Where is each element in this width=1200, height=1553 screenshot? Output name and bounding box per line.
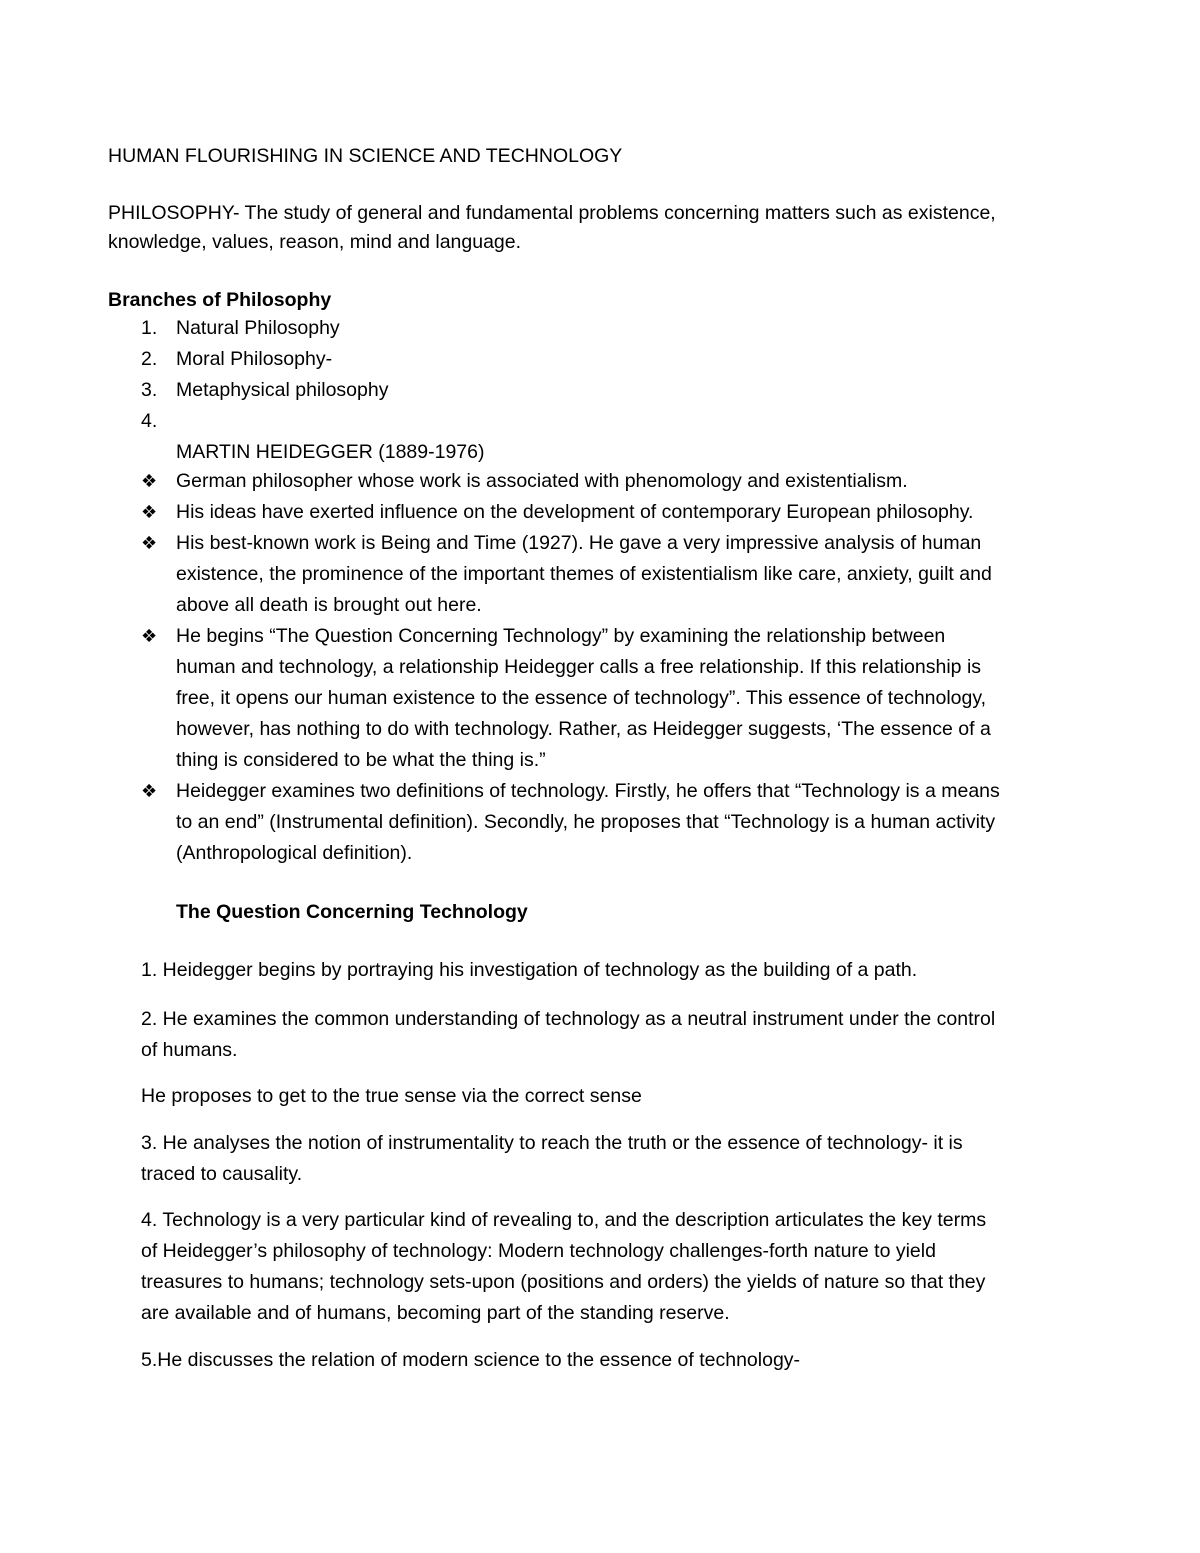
list-item: Natural Philosophy <box>176 317 340 339</box>
bullet-text: however, has nothing to do with technology. Rather, as Heidegger suggests, ‘The essence of a <box>176 718 991 740</box>
list-item-number: 2. <box>141 348 158 370</box>
bullet-text: Heidegger examines two definitions of technology. Firstly, he offers that “Technology is a means <box>176 780 1000 802</box>
philosophy-definition-line: knowledge, values, reason, mind and language. <box>108 231 522 253</box>
bullet-text: His ideas have exerted influence on the development of contemporary European philosophy. <box>176 501 974 523</box>
paragraph-line: He proposes to get to the true sense via the correct sense <box>141 1085 642 1107</box>
document-title: HUMAN FLOURISHING IN SCIENCE AND TECHNOLOGY <box>108 145 623 167</box>
paragraph-line: 1. Heidegger begins by portraying his investigation of technology as the building of a path. <box>141 959 918 981</box>
diamond-bullet-icon: ❖ <box>141 471 158 491</box>
heidegger-name: MARTIN HEIDEGGER (1889-1976) <box>176 441 485 463</box>
paragraph-line: of humans. <box>141 1039 238 1061</box>
diamond-bullet-icon: ❖ <box>141 626 158 646</box>
list-item: Moral Philosophy- <box>176 348 333 370</box>
qct-heading: The Question Concerning Technology <box>176 901 528 923</box>
branches-heading: Branches of Philosophy <box>108 289 332 311</box>
philosophy-definition-line: PHILOSOPHY- The study of general and fundamental problems concerning matters such as existence, <box>108 202 996 224</box>
paragraph-line: of Heidegger’s philosophy of technology: Modern technology challenges-forth nature to yield <box>141 1240 936 1262</box>
diamond-bullet-icon: ❖ <box>141 533 158 553</box>
list-item-number: 1. <box>141 317 158 339</box>
list-item-number: 3. <box>141 379 158 401</box>
paragraph-line: 5.He discusses the relation of modern science to the essence of technology- <box>141 1349 801 1371</box>
bullet-text: His best-known work is Being and Time (1927). He gave a very impressive analysis of human <box>176 532 982 554</box>
bullet-text: existence, the prominence of the important themes of existentialism like care, anxiety, guilt and <box>176 563 992 585</box>
diamond-bullet-icon: ❖ <box>141 502 158 522</box>
bullet-text: German philosopher whose work is associated with phenomology and existentialism. <box>176 470 908 492</box>
bullet-text: thing is considered to be what the thing is.” <box>176 749 546 771</box>
paragraph-line: 3. He analyses the notion of instrumentality to reach the truth or the essence of technology- it is <box>141 1132 963 1154</box>
bullet-text: human and technology, a relationship Heidegger calls a free relationship. If this relationship is <box>176 656 982 678</box>
diamond-bullet-icon: ❖ <box>141 781 158 801</box>
paragraph-line: are available and of humans, becoming part of the standing reserve. <box>141 1302 730 1324</box>
bullet-text: free, it opens our human existence to the essence of technology”. This essence of technology, <box>176 687 987 709</box>
list-item: Metaphysical philosophy <box>176 379 389 401</box>
bullet-text: above all death is brought out here. <box>176 594 482 616</box>
bullet-text: to an end” (Instrumental definition). Secondly, he proposes that “Technology is a human activity <box>176 811 996 833</box>
bullet-text: (Anthropological definition). <box>176 842 413 864</box>
paragraph-line: 2. He examines the common understanding of technology as a neutral instrument under the control <box>141 1008 996 1030</box>
paragraph-line: traced to causality. <box>141 1163 303 1185</box>
paragraph-line: 4. Technology is a very particular kind of revealing to, and the description articulates the key terms <box>141 1209 987 1231</box>
bullet-text: He begins “The Question Concerning Technology” by examining the relationship between <box>176 625 946 647</box>
paragraph-line: treasures to humans; technology sets-upon (positions and orders) the yields of nature so that they <box>141 1271 986 1293</box>
list-item-number: 4. <box>141 410 158 432</box>
